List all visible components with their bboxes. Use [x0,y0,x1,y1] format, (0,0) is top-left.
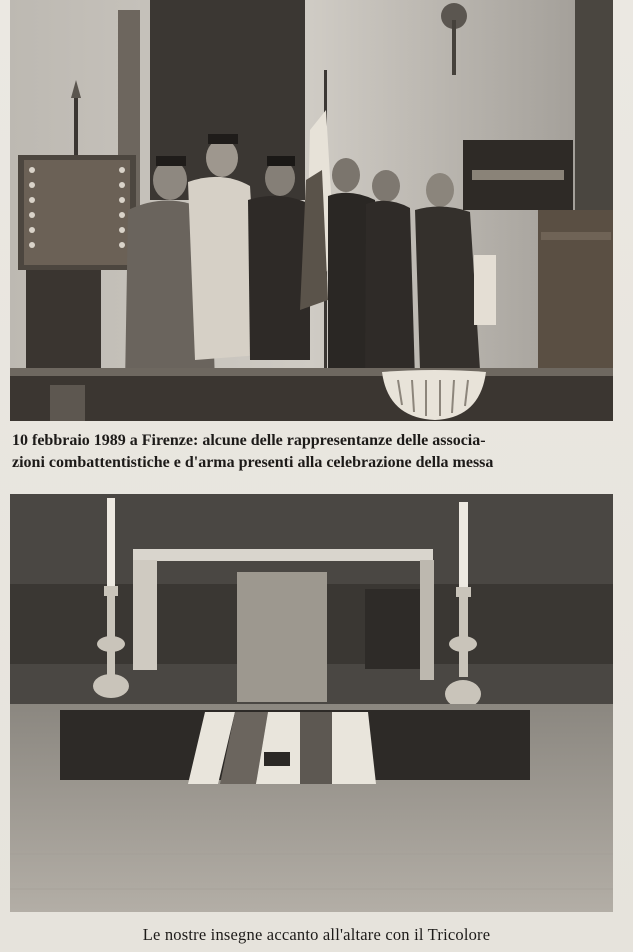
caption-bottom: Le nostre insegne accanto all'altare con il Tricolore [142,925,491,944]
photo-altar-tricolore [10,494,613,912]
caption-top [12,430,622,474]
caption-top-line-1: 10 febbraio 1989 a Firenze: alcune delle rappresentanze delle associa- [12,432,486,449]
caption-top-line-2: zioni combattentistiche e d'arma presenti alla celebrazione della messa [12,454,494,471]
photo-veterans-ceremony [10,0,613,421]
